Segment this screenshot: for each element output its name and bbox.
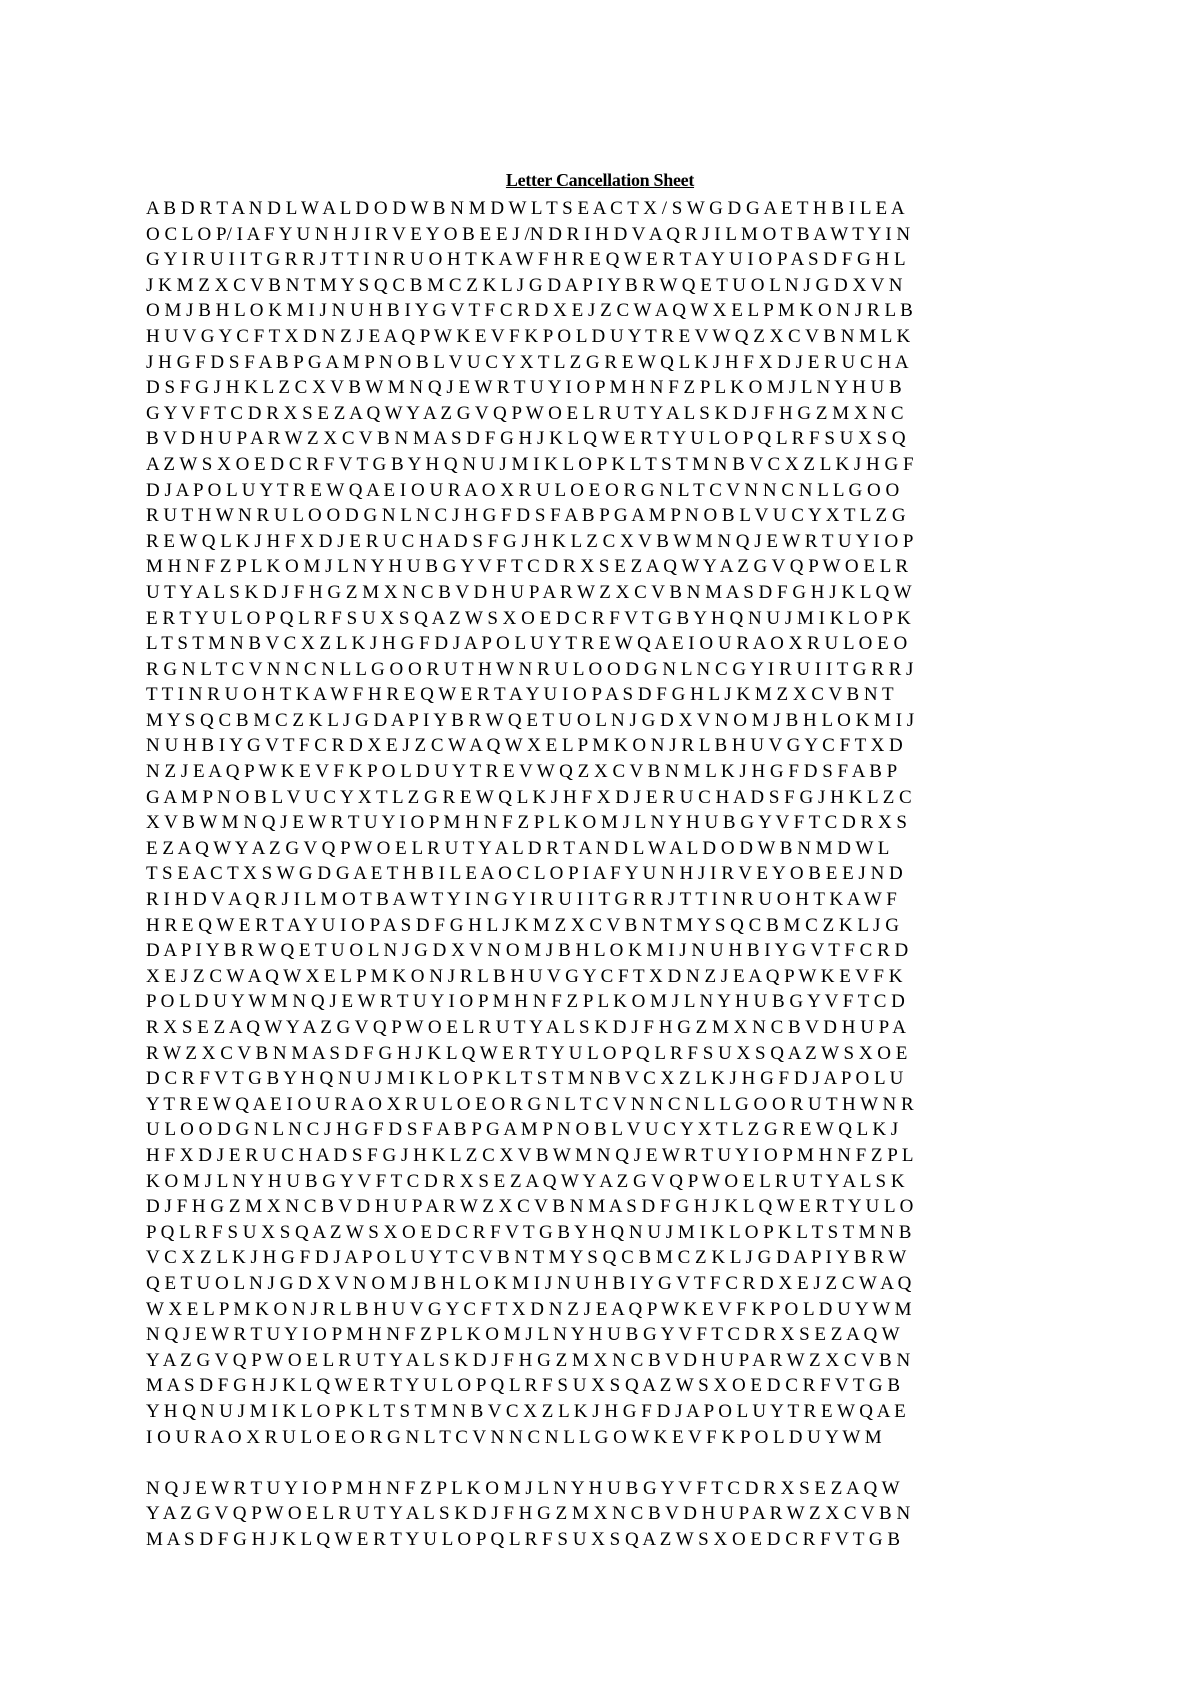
letter-row: N Z J E A Q P W K E V F K P O L D U Y T R E V W Q Z X C V B N M L K J H G F D S F A B P xyxy=(146,761,898,783)
letter-row: R I H D V A Q R J I L M O T B A W T Y I N G Y I R U I I T G R R J T T I N R U O H T K A W F xyxy=(146,889,897,911)
letter-row: D J F H G Z M X N C B V D H U P A R W Z X C V B N M A S D F G H J K L Q W E R T Y U L O xyxy=(146,1196,914,1218)
letter-row: M H N F Z P L K O M J L N Y H U B G Y V F T C D R X S E Z A Q W Y A Z G V Q P W O E L R xyxy=(146,556,909,578)
letter-row: X V B W M N Q J E W R T U Y I O P M H N F Z P L K O M J L N Y H U B G Y V F T C D R X S xyxy=(146,812,908,834)
letter-row: D S F G J H K L Z C X V B W M N Q J E W R T U Y I O P M H N F Z P L K O M J L N Y H U B xyxy=(146,377,902,399)
letter-row: J H G F D S F A B P G A M P N O B L V U C Y X T L Z G R E W Q L K J H F X D J E R U C H A xyxy=(146,351,909,373)
letter-row: L T S T M N B V C X Z L K J H G F D J A P O L U Y T R E W Q A E I O U R A O X R U L O E O xyxy=(146,633,908,655)
letter-row: M Y S Q C B M C Z K L J G D A P I Y B R W Q E T U O L N J G D X V N O M J B H L O K M I J xyxy=(146,709,915,731)
letter-row: G Y I R U I I T G R R J T T I N R U O H T K A W F H R E Q W E R T A Y U I O P A S D F G H L xyxy=(146,249,906,271)
letter-row: U L O O D G N L N C J H G F D S F A B P G A M P N O B L V U C Y X T L Z G R E W Q L K J xyxy=(146,1119,899,1141)
letter-row: R U T H W N R U L O O D G N L N C J H G F D S F A B P G A M P N O B L V U C Y X T L Z G xyxy=(146,505,906,527)
letter-row: O M J B H L O K M I J N U H B I Y G V T F C R D X E J Z C W A Q W X E L P M K O N J R L B xyxy=(146,300,913,322)
letter-row: N Q J E W R T U Y I O P M H N F Z P L K O M J L N Y H U B G Y V F T C D R X S E Z A Q W xyxy=(146,1324,900,1346)
letter-row: D A P I Y B R W Q E T U O L N J G D X V N O M J B H L O K M I J N U H B I Y G V T F C R D xyxy=(146,940,909,962)
letter-grid xyxy=(146,196,1096,1552)
letter-row: H U V G Y C F T X D N Z J E A Q P W K E V F K P O L D U Y T R E V W Q Z X C V B N M L K xyxy=(146,325,911,347)
letter-row: R W Z X C V B N M A S D F G H J K L Q W E R T Y U L O P Q L R F S U X S Q A Z W S X O E xyxy=(146,1042,908,1064)
letter-row: U T Y A L S K D J F H G Z M X N C B V D H U P A R W Z X C V B N M A S D F G H J K L Q W xyxy=(146,581,912,603)
letter-row: R E W Q L K J H F X D J E R U C H A D S F G J H K L Z C X V B W M N Q J E W R T U Y I O P xyxy=(146,530,914,552)
letter-row: T T I N R U O H T K A W F H R E Q W E R T A Y U I O P A S D F G H L J K M Z X C V B N T xyxy=(146,684,894,706)
blank-line xyxy=(146,1450,1096,1476)
letter-row: J K M Z X C V B N T M Y S Q C B M C Z K L J G D A P I Y B R W Q E T U O L N J G D X V N xyxy=(146,274,903,296)
letter-row: E R T Y U L O P Q L R F S U X S Q A Z W S X O E D C R F V T G B Y H Q N U J M I K L O P K xyxy=(146,607,911,629)
letter-row: Y A Z G V Q P W O E L R U T Y A L S K D J F H G Z M X N C B V D H U P A R W Z X C V B N xyxy=(146,1349,911,1371)
letter-row: T S E A C T X S W G D G A E T H B I L E A O C L O P I A F Y U N H J I R V E Y O B E E J N D xyxy=(146,863,903,885)
letter-row: I O U R A O X R U L O E O R G N L T C V N N C N L L G O W K E V F K P O L D U Y W M xyxy=(146,1426,882,1448)
letter-row: H R E Q W E R T A Y U I O P A S D F G H L J K M Z X C V B N T M Y S Q C B M C Z K L J G xyxy=(146,914,899,936)
letter-row: G Y V F T C D R X S E Z A Q W Y A Z G V Q P W O E L R U T Y A L S K D J F H G Z M X N C xyxy=(146,402,904,424)
letter-row: E Z A Q W Y A Z G V Q P W O E L R U T Y A L D R T A N D L W A L D O D W B N M D W L xyxy=(146,837,890,859)
letter-row: K O M J L N Y H U B G Y V F T C D R X S E Z A Q W Y A Z G V Q P W O E L R U T Y A L S K xyxy=(146,1170,905,1192)
letter-row: D C R F V T G B Y H Q N U J M I K L O P K L T S T M N B V C X Z L K J H G F D J A P O L U xyxy=(146,1068,904,1090)
letter-row: B V D H U P A R W Z X C V B N M A S D F G H J K L Q W E R T Y U L O P Q L R F S U X S Q xyxy=(146,428,906,450)
letter-row: Y A Z G V Q P W O E L R U T Y A L S K D J F H G Z M X N C B V D H U P A R W Z X C V B N xyxy=(146,1503,911,1525)
letter-row: N Q J E W R T U Y I O P M H N F Z P L K O M J L N Y H U B G Y V F T C D R X S E Z A Q W xyxy=(146,1477,900,1499)
letter-row: M A S D F G H J K L Q W E R T Y U L O P Q L R F S U X S Q A Z W S X O E D C R F V T G B xyxy=(146,1375,900,1397)
letter-row: X E J Z C W A Q W X E L P M K O N J R L B H U V G Y C F T X D N Z J E A Q P W K E V F K xyxy=(146,965,903,987)
letter-row: V C X Z L K J H G F D J A P O L U Y T C V B N T M Y S Q C B M C Z K L J G D A P I Y B R W xyxy=(146,1247,907,1269)
letter-row: M A S D F G H J K L Q W E R T Y U L O P Q L R F S U X S Q A Z W S X O E D C R F V T G B xyxy=(146,1528,900,1550)
letter-row: D J A P O L U Y T R E W Q A E I O U R A O X R U L O E O R G N L T C V N N C N L L G O O xyxy=(146,479,900,501)
letter-row: R X S E Z A Q W Y A Z G V Q P W O E L R U T Y A L S K D J F H G Z M X N C B V D H U P A xyxy=(146,1017,906,1038)
letter-row: G A M P N O B L V U C Y X T L Z G R E W Q L K J H F X D J E R U C H A D S F G J H K L Z C xyxy=(146,786,912,808)
letter-row: P Q L R F S U X S Q A Z W S X O E D C R F V T G B Y H Q N U J M I K L O P K L T S T M N B xyxy=(146,1221,912,1243)
page-title: Letter Cancellation Sheet xyxy=(505,170,695,190)
letter-row: H F X D J E R U C H A D S F G J H K L Z C X V B W M N Q J E W R T U Y I O P M H N F Z P L xyxy=(146,1144,914,1166)
letter-row: N U H B I Y G V T F C R D X E J Z C W A Q W X E L P M K O N J R L B H U V G Y C F T X D xyxy=(146,735,903,757)
letter-row: O C L O P/ I A F Y U N H J I R V E Y O B E E J /N D R I H D V A Q R J I L M O T B A W T Y I N xyxy=(146,223,911,245)
letter-row: R G N L T C V N N C N L L G O O R U T H W N R U L O O D G N L N C G Y I R U I I T G R R J xyxy=(146,658,914,680)
letter-row: Y H Q N U J M I K L O P K L T S T M N B V C X Z L K J H G F D J A P O L U Y T R E W Q A E xyxy=(146,1400,906,1422)
letter-row: W X E L P M K O N J R L B H U V G Y C F T X D N Z J E A Q P W K E V F K P O L D U Y W M xyxy=(146,1298,912,1320)
letter-row: A Z W S X O E D C R F V T G B Y H Q N U J M I K L O P K L T S T M N B V C X Z L K J H G F xyxy=(146,453,914,475)
letter-row: A B D R T A N D L W A L D O D W B N M D W L T S E A C T X / S W G D G A E T H B I L E A xyxy=(146,198,905,219)
letter-row: Q E T U O L N J G D X V N O M J B H L O K M I J N U H B I Y G V T F C R D X E J Z C W A Q xyxy=(146,1272,912,1294)
letter-row: P O L D U Y W M N Q J E W R T U Y I O P M H N F Z P L K O M J L N Y H U B G Y V F T C D xyxy=(146,991,905,1013)
letter-row: Y T R E W Q A E I O U R A O X R U L O E O R G N L T C V N N C N L L G O O R U T H W N R xyxy=(146,1093,914,1115)
